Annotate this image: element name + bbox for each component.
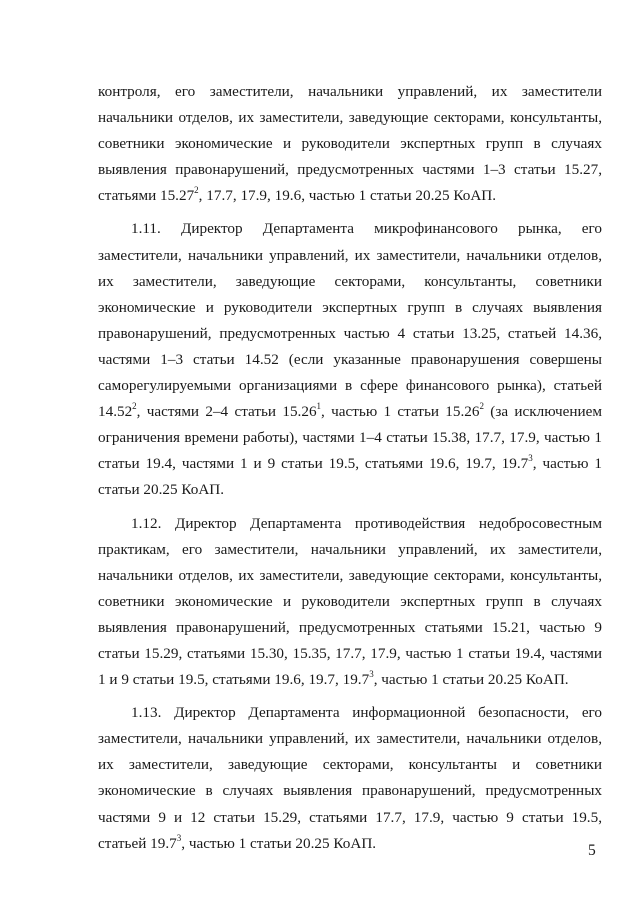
paragraph-continuation: контроля, его заместители, начальники управлений, их заместители начальники отделов, их заместители, заведующие секторами, консультанты, советники экономические и руководители экспертных групп в случаях выявления правонарушений, предусмотренных частями 1–3 статьи 15.27, статьями 15.27$^2$, 17.7, 17.9, 19.6, частью 1 статьи 20.25 КоАП.: [98, 83, 602, 205]
page-number: 5: [588, 842, 596, 859]
paragraph-1-12: 1.12. Директор Департамента противодействия недобросовестным практикам, его заместители, начальники управлений, их заместители, начальники отделов, их заместители, заведующие секторами, консультанты, советники экономические и руководители экспертных групп в случаях выявления правонарушений, предусмотренных статьями 15.21, частью 9 статьи 15.29, статьями 15.30, 15.35, 17.7, 17.9, частью 1 статьи 19.4, частями 1 и 9 статьи 19.5, статьями 19.6, 19.7, 19.7$^3$, частью 1 статьи 20.25 КоАП.: [98, 514, 602, 689]
paragraph-1-13: 1.13. Директор Департамента информационной безопасности, его заместители, начальники управлений, их заместители, начальники отделов, их заместители, заведующие секторами, консультанты и советники экономические в случаях выявления правонарушений, предусмотренных частями 9 и 12 статьи 15.29, статьями 17.7, 17.9, частью 9 статьи 19.5, статьей 19.7$^3$, частью 1 статьи 20.25 КоАП.: [98, 704, 602, 852]
paragraph-1-11: 1.11. Директор Департамента микрофинансового рынка, его заместители, начальники управлений, их заместители, начальники отделов, их заместители, заведующие секторами, консультанты, советники экономические и руководители экспертных групп в случаях выявления правонарушений, предусмотренных частью 4 статьи 13.25, статьей 14.36, частями 1–3 статьи 14.52 (если указанные правонарушения совершены саморегулируемыми организациями в сфере финансового рынка), статьей 14.52$^2$, частями 2–4 статьи 15.26$^1$, частью 1 статьи 15.26$^2$ (за исключением ограничения времени работы), частями 1–4 статьи 15.38, 17.7, 17.9, частью 1 статьи 19.4, частями 1 и 9 статьи 19.5, статьями 19.6, 19.7, 19.7$^3$, частью 1 статьи 20.25 КоАП.: [98, 220, 603, 499]
document-body: [98, 79, 602, 864]
